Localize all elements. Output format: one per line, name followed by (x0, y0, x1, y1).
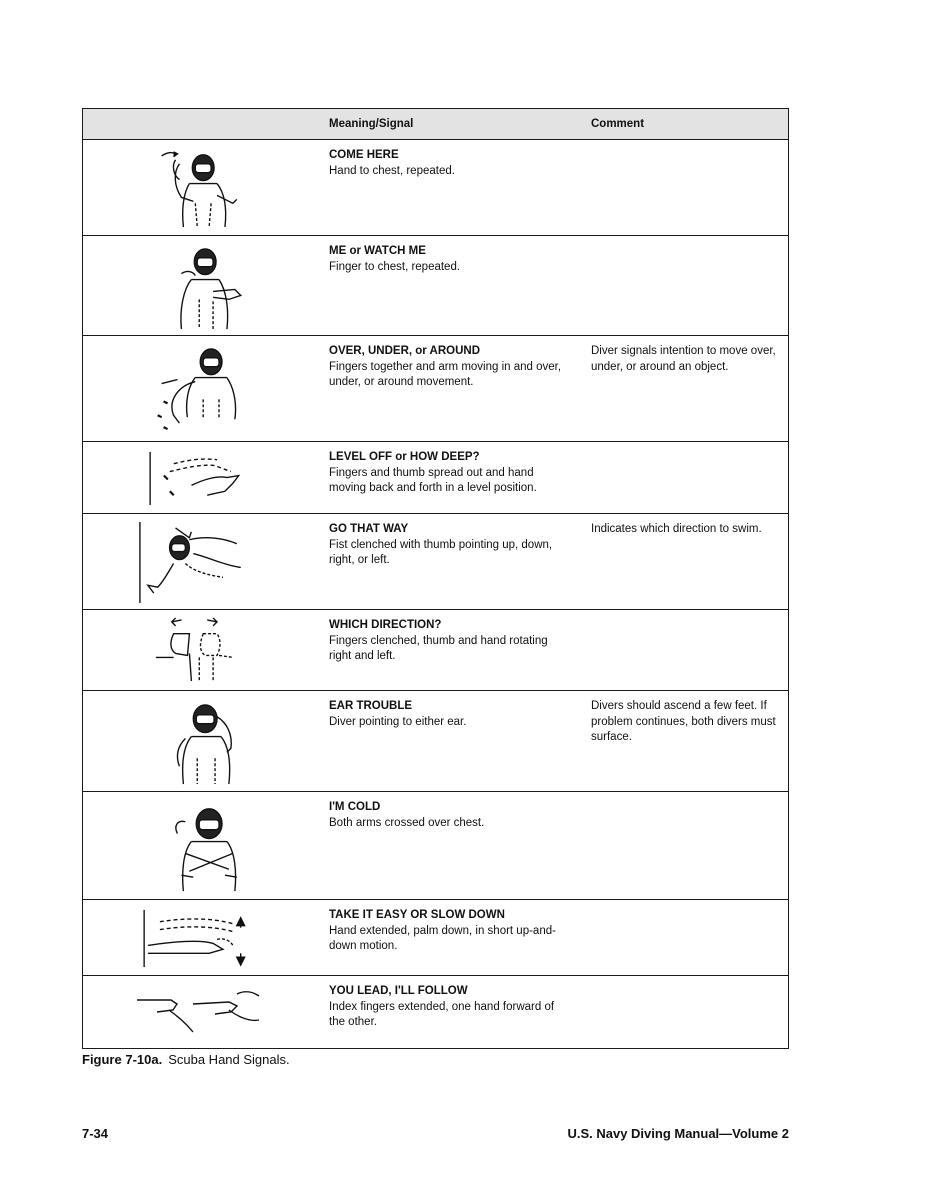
diver-me-icon (133, 240, 308, 331)
signal-name: I'M COLD (329, 801, 381, 813)
signal-name: GO THAT WAY (329, 523, 409, 535)
table-row (83, 442, 788, 514)
diver-thumb-direction-icon (133, 518, 308, 605)
table-row (83, 610, 788, 691)
signal-comment: Diver signals intention to move over, under, or around an object. (591, 345, 776, 373)
signal-name: YOU LEAD, I'LL FOLLOW (329, 985, 468, 997)
signal-description: Finger to chest, repeated. (329, 260, 461, 273)
table-row (83, 900, 788, 976)
diver-cold-icon (133, 796, 308, 895)
header-comment: Comment (591, 118, 645, 130)
diver-come-here-icon (133, 144, 308, 231)
figure-title: Scuba Hand Signals. (168, 1052, 290, 1067)
table-row (83, 976, 788, 1048)
signal-description: Diver pointing to either ear. (329, 715, 467, 728)
signal-name: ME or WATCH ME (329, 245, 426, 257)
signal-name: WHICH DIRECTION? (329, 619, 442, 631)
signal-name: LEVEL OFF or HOW DEEP? (329, 451, 480, 463)
signal-description: Fingers clenched, thumb and hand rotating right and left. (329, 634, 548, 662)
signal-description: Fist clenched with thumb pointing up, down, right, or left. (329, 538, 553, 566)
signal-description: Index fingers extended, one hand forward of the other. (329, 1000, 555, 1028)
signal-comment: Indicates which direction to swim. (591, 523, 762, 535)
hands-lead-follow-icon (133, 980, 308, 1044)
figure-label: Figure 7-10a. (82, 1052, 163, 1067)
table-row (83, 236, 788, 336)
table-header (83, 109, 788, 140)
signal-description: Hand extended, palm down, in short up-and-down motion. (329, 924, 556, 952)
figure-caption (82, 1052, 290, 1067)
page-number: 7-34 (82, 1126, 109, 1141)
table-row (83, 336, 788, 442)
signal-description: Fingers together and arm moving in and over, under, or around movement. (329, 360, 562, 388)
signal-description: Fingers and thumb spread out and hand moving back and forth in a level position. (329, 466, 537, 494)
manual-title: U.S. Navy Diving Manual—Volume 2 (567, 1126, 789, 1141)
signal-name: TAKE IT EASY OR SLOW DOWN (329, 909, 505, 921)
signal-description: Hand to chest, repeated. (329, 164, 455, 177)
signal-name: COME HERE (329, 149, 399, 161)
header-meaning: Meaning/Signal (329, 118, 414, 130)
table-row (83, 792, 788, 900)
signal-comment: Divers should ascend a few feet. If problem continues, both divers must surface. (591, 700, 776, 743)
signal-name: EAR TROUBLE (329, 700, 413, 712)
diver-ear-icon (133, 695, 308, 787)
signal-description: Both arms crossed over chest. (329, 816, 485, 829)
diver-over-under-icon (133, 340, 308, 437)
hand-rotate-icon (133, 614, 308, 686)
hand-signals-table (82, 108, 789, 1049)
hand-slow-down-icon (133, 904, 308, 971)
table-row (83, 140, 788, 236)
hand-level-off-icon (133, 446, 308, 509)
signal-name: OVER, UNDER, or AROUND (329, 345, 480, 357)
table-row (83, 691, 788, 792)
table-row (83, 514, 788, 610)
